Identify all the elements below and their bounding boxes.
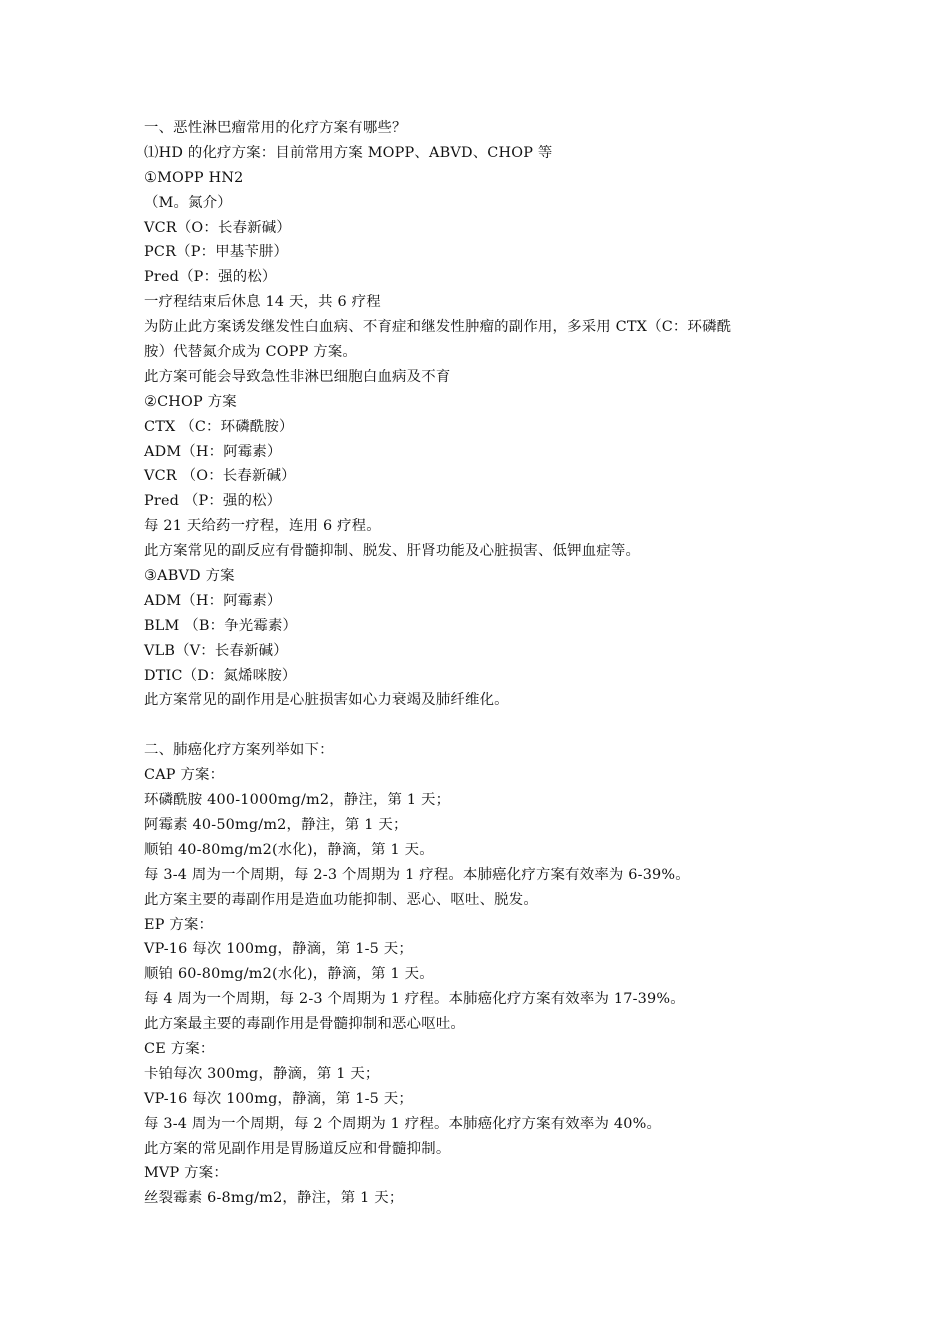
text-line: ①MOPP HN2 [144, 169, 244, 186]
text-line: 每 3-4 周为一个周期，每 2 个周期为 1 疗程。本肺癌化疗方案有效率为 40%。 [144, 1115, 662, 1132]
text-line: 此方案最主要的毒副作用是骨髓抑制和恶心呕吐。 [144, 1016, 465, 1033]
document-body [144, 116, 824, 1211]
text-line: Pred（P：强的松） [144, 269, 277, 286]
text-line: 为防止此方案诱发继发性白血病、不育症和继发性肿瘤的副作用，多采用 CTX（C：环磷酰 [144, 319, 732, 336]
text-line: DTIC（D：氮烯咪胺） [144, 667, 297, 684]
text-line: 阿霉素 40-50mg/m2，静注，第 1 天； [144, 816, 408, 833]
text-line: 一疗程结束后休息 14 天，共 6 疗程 [144, 294, 381, 311]
text-line: ADM（H：阿霉素） [144, 592, 282, 609]
text-line: 此方案主要的毒副作用是造血功能抑制、恶心、呕吐、脱发。 [144, 891, 538, 908]
text-line: 每 4 周为一个周期，每 2-3 个周期为 1 疗程。本肺癌化疗方案有效率为 17-39%。 [144, 991, 685, 1008]
text-line: Pred （P：强的松） [144, 493, 282, 510]
text-line: 每 21 天给药一疗程，连用 6 疗程。 [144, 518, 381, 535]
text-line: CAP 方案： [144, 767, 225, 784]
text-line: CE 方案： [144, 1040, 215, 1057]
text-line: VLB（V：长春新碱） [144, 642, 288, 659]
text-line: ③ABVD 方案 [144, 568, 235, 585]
text-line: 卡铂每次 300mg，静滴，第 1 天； [144, 1065, 380, 1082]
text-line: 丝裂霉素 6-8mg/m2，静注，第 1 天； [144, 1190, 404, 1207]
text-line: 顺铂 60-80mg/m2(水化)，静滴，第 1 天。 [144, 966, 434, 983]
text-line: ②CHOP 方案 [144, 393, 237, 410]
text-line: 此方案常见的副作用是心脏损害如心力衰竭及肺纤维化。 [144, 692, 509, 709]
heading-lymphoma: 一、恶性淋巴瘤常用的化疗方案有哪些？ [144, 120, 407, 136]
text-line: PCR（P：甲基苄肼） [144, 244, 289, 261]
text-line: ⑴HD 的化疗方案：目前常用方案 MOPP、ABVD、CHOP 等 [144, 144, 553, 161]
text-line: EP 方案： [144, 916, 214, 933]
text-line: 每 3-4 周为一个周期，每 2-3 个周期为 1 疗程。本肺癌化疗方案有效率为 6-39%。 [144, 866, 690, 883]
text-line: 此方案常见的副反应有骨髓抑制、脱发、肝肾功能及心脏损害、低钾血症等。 [144, 543, 641, 560]
text-line: ADM（H：阿霉素） [144, 443, 282, 460]
blank-line [144, 713, 824, 738]
text-line: VP-16 每次 100mg，静滴，第 1-5 天； [144, 941, 413, 958]
text-line: 环磷酰胺 400-1000mg/m2，静注，第 1 天； [144, 792, 451, 809]
text-line: VP-16 每次 100mg，静滴，第 1-5 天； [144, 1090, 413, 1107]
text-line: VCR （O：长春新碱） [144, 468, 296, 485]
text-line: 胺）代替氮介成为 COPP 方案。 [144, 344, 358, 361]
text-line: 此方案的常见副作用是胃肠道反应和骨髓抑制。 [144, 1140, 451, 1157]
text-line: （M。氮介） [144, 194, 232, 211]
text-line: MVP 方案： [144, 1165, 228, 1182]
text-line: 此方案可能会导致急性非淋巴细胞白血病及不育 [144, 368, 451, 385]
text-line: BLM （B：争光霉素） [144, 617, 298, 634]
text-line: 顺铂 40-80mg/m2(水化)，静滴，第 1 天。 [144, 841, 434, 858]
text-line: VCR（O：长春新碱） [144, 219, 291, 236]
text-line: CTX （C：环磷酰胺） [144, 418, 294, 435]
heading-lung-cancer: 二、肺癌化疗方案列举如下： [144, 742, 334, 759]
